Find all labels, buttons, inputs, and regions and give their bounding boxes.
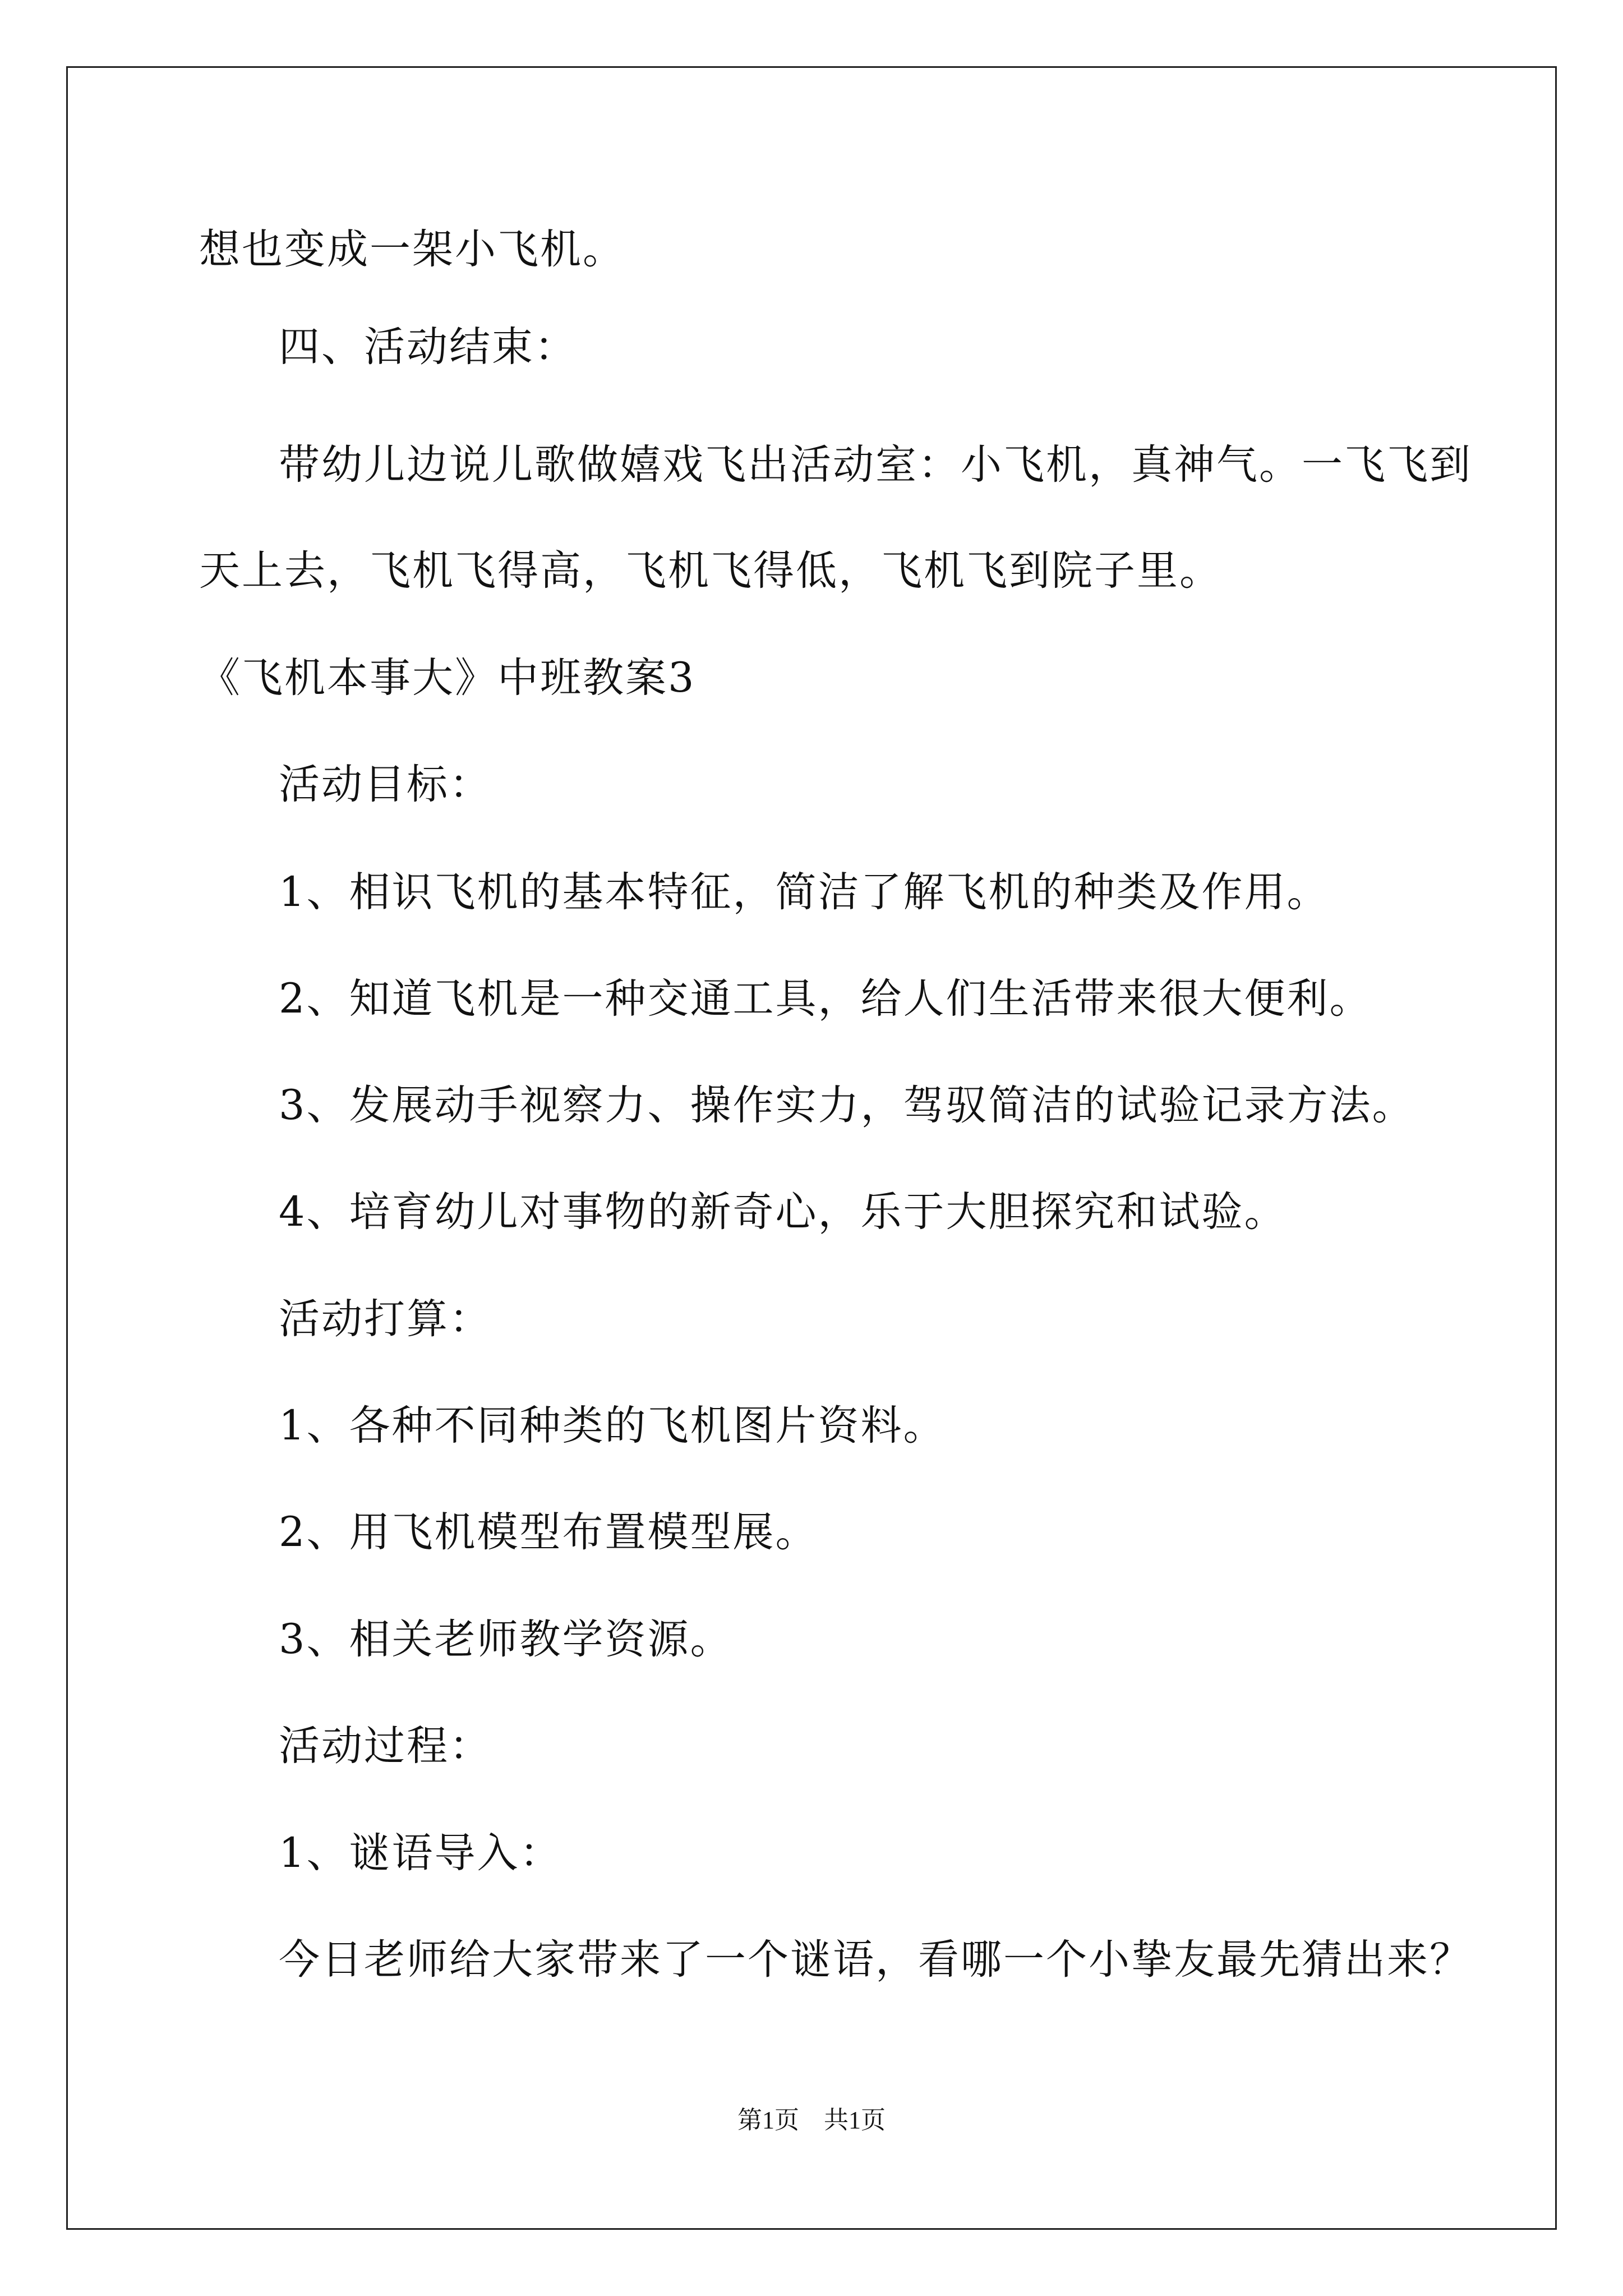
section-heading-process: 活动过程： [279, 1722, 492, 1770]
preparation-item-3: 3、相关老师教学资源。 [279, 1616, 733, 1663]
goal-item-4: 4、培育幼儿对事物的新奇心，乐于大胆探究和试验。 [279, 1188, 1287, 1236]
section-heading-goals: 活动目标： [279, 761, 492, 808]
preparation-item-1: 1、各种不同种类的飞机图片资料。 [279, 1402, 946, 1450]
paragraph-line-riddle: 今日老师给大家带来了一个谜语，看哪一个小挚友最先猜出来？ [279, 1936, 1472, 1984]
goal-item-2: 2、知道飞机是一种交通工具，给人们生活带来很大便利。 [279, 975, 1372, 1023]
paragraph-line-rhyme-2: 天上去，飞机飞得高，飞机飞得低，飞机飞到院子里。 [199, 547, 1222, 595]
goal-item-1: 1、相识飞机的基本特征，简洁了解飞机的种类及作用。 [279, 868, 1330, 916]
page-border [66, 66, 1557, 2230]
process-item-1: 1、谜语导入： [279, 1829, 562, 1877]
text-line-continuation: 想也变成一架小飞机。 [199, 226, 625, 273]
section-heading-preparation: 活动打算： [279, 1295, 492, 1343]
paragraph-line-rhyme-1: 带幼儿边说儿歌做嬉戏飞出活动室：小飞机，真神气。一飞飞到 [279, 441, 1472, 489]
lesson-title: 《飞机本事大》中班教案3 [199, 654, 696, 702]
goal-item-3: 3、发展动手视察力、操作实力，驾驭简洁的试验记录方法。 [279, 1082, 1415, 1129]
page-number-footer: 第1页 共1页 [737, 2106, 886, 2134]
section-heading-activity-end: 四、活动结束： [279, 323, 577, 371]
preparation-item-2: 2、用飞机模型布置模型展。 [279, 1508, 818, 1556]
